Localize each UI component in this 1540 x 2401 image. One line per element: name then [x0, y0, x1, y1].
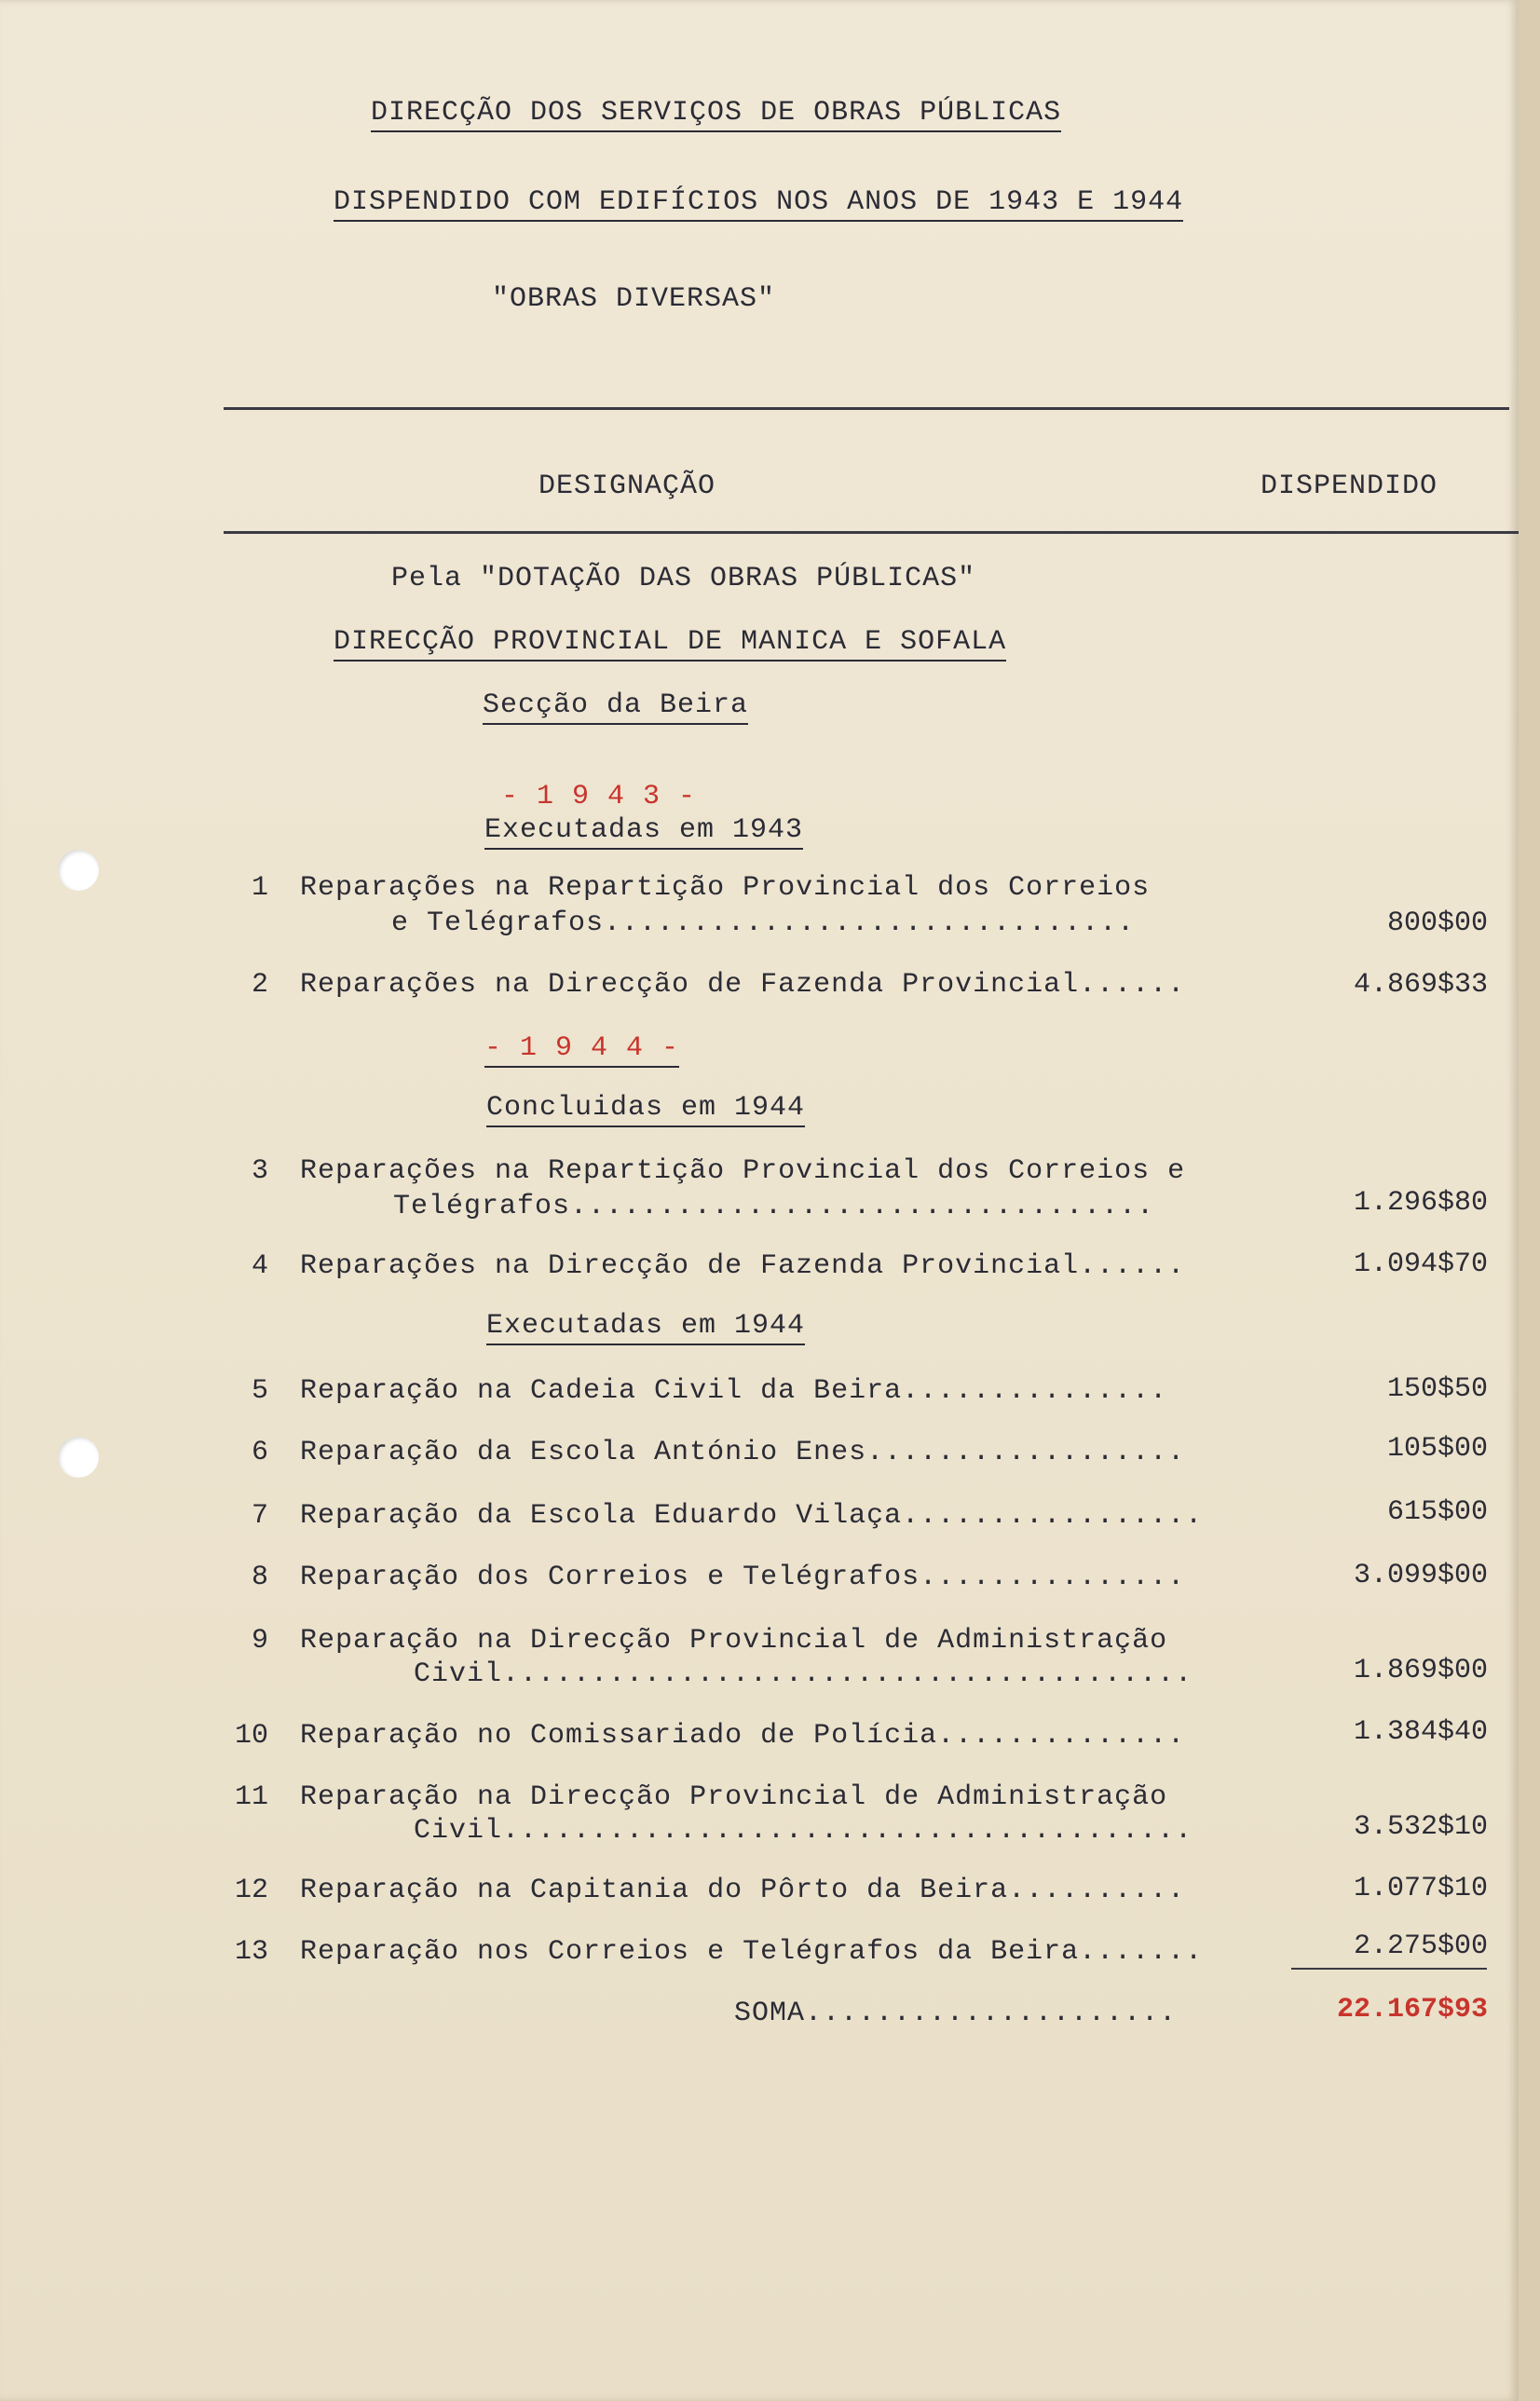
punch-hole-top — [58, 850, 99, 891]
item-number: 7 — [251, 1500, 268, 1532]
sum-rule — [1291, 1968, 1487, 1970]
item-number: 6 — [251, 1437, 268, 1468]
item-description-cont: e Telégrafos.............................. — [391, 907, 1136, 939]
header-rule-top — [224, 407, 1509, 410]
item-amount: 2.275$00 — [1353, 1930, 1488, 1962]
directorate-line: DIRECÇÃO PROVINCIAL DE MANICA E SOFALA — [334, 626, 1006, 662]
column-spent: DISPENDIDO — [1261, 471, 1438, 502]
item-description: Reparações na Repartição Provincial dos Correios — [300, 872, 1151, 904]
item-amount: 150$50 — [1386, 1373, 1488, 1405]
item-description: Reparação da Escola António Enes.................. — [300, 1437, 1186, 1468]
item-number: 8 — [251, 1562, 268, 1593]
item-description: Reparações na Direcção de Fazenda Provincial...... — [300, 1250, 1186, 1282]
item-description: Reparação no Comissariado de Polícia.............. — [300, 1720, 1186, 1752]
item-description: Reparação na Direcção Provincial de Administração — [300, 1625, 1168, 1657]
item-description-cont: Telégrafos................................. — [393, 1191, 1155, 1222]
item-description: Reparação dos Correios e Telégrafos............... — [300, 1562, 1186, 1593]
item-description: Reparação na Cadeia Civil da Beira............... — [300, 1375, 1168, 1407]
group-executed-1944: Executadas em 1944 — [486, 1310, 805, 1345]
item-description: Reparação na Capitania do Pôrto da Beira.......... — [300, 1875, 1186, 1906]
item-amount: 3.532$10 — [1353, 1811, 1488, 1843]
item-number: 11 — [234, 1781, 268, 1813]
section-title: "OBRAS DIVERSAS" — [492, 283, 776, 315]
item-amount: 105$00 — [1386, 1433, 1488, 1465]
item-number: 12 — [234, 1875, 268, 1906]
item-number: 3 — [251, 1155, 268, 1187]
sum-label: SOMA..................... — [734, 1998, 1178, 2029]
sum-amount: 22.167$93 — [1336, 1994, 1488, 2026]
group-concluded-1944: Concluidas em 1944 — [486, 1092, 805, 1127]
item-number: 2 — [251, 969, 268, 1001]
item-number: 5 — [251, 1375, 268, 1407]
item-number: 1 — [251, 872, 268, 904]
section-beira: Secção da Beira — [483, 689, 748, 725]
dotation-line: Pela "DOTAÇÃO DAS OBRAS PÚBLICAS" — [391, 563, 976, 594]
item-number: 9 — [251, 1625, 268, 1657]
page-edge — [1519, 0, 1540, 2401]
item-amount: 615$00 — [1386, 1496, 1488, 1528]
item-amount: 3.099$00 — [1353, 1560, 1488, 1591]
item-amount: 1.077$10 — [1353, 1873, 1488, 1904]
item-amount: 1.094$70 — [1353, 1248, 1488, 1280]
item-amount: 1.296$80 — [1353, 1187, 1488, 1219]
item-description-cont: Civil....................................... — [414, 1658, 1193, 1690]
item-number: 4 — [251, 1250, 268, 1282]
doc-title: DIRECÇÃO DOS SERVIÇOS DE OBRAS PÚBLICAS — [371, 97, 1061, 132]
group-executed-1943: Executadas em 1943 — [484, 814, 803, 850]
year-1943: - 1 9 4 3 - — [501, 781, 697, 812]
item-number: 13 — [234, 1936, 268, 1968]
item-amount: 4.869$33 — [1353, 969, 1488, 1001]
year-1944: - 1 9 4 4 - — [484, 1032, 679, 1068]
item-description: Reparações na Direcção de Fazenda Provincial...... — [300, 969, 1186, 1001]
item-amount: 800$00 — [1386, 907, 1488, 939]
item-amount: 1.869$00 — [1353, 1655, 1488, 1686]
item-description-cont: Civil....................................... — [414, 1815, 1193, 1847]
punch-hole-bottom — [58, 1437, 99, 1478]
item-number: 10 — [234, 1720, 268, 1752]
item-description: Reparação nos Correios e Telégrafos da Beira....... — [300, 1936, 1204, 1968]
column-designation: DESIGNAÇÃO — [538, 471, 716, 502]
doc-subtitle: DISPENDIDO COM EDIFÍCIOS NOS ANOS DE 1943 E 1944 — [334, 186, 1183, 222]
item-amount: 1.384$40 — [1353, 1716, 1488, 1748]
item-description: Reparação da Escola Eduardo Vilaça................. — [300, 1500, 1204, 1532]
item-description: Reparação na Direcção Provincial de Administração — [300, 1781, 1168, 1813]
item-description: Reparações na Repartição Provincial dos Correios e — [300, 1155, 1186, 1187]
header-rule-bottom — [224, 531, 1519, 534]
